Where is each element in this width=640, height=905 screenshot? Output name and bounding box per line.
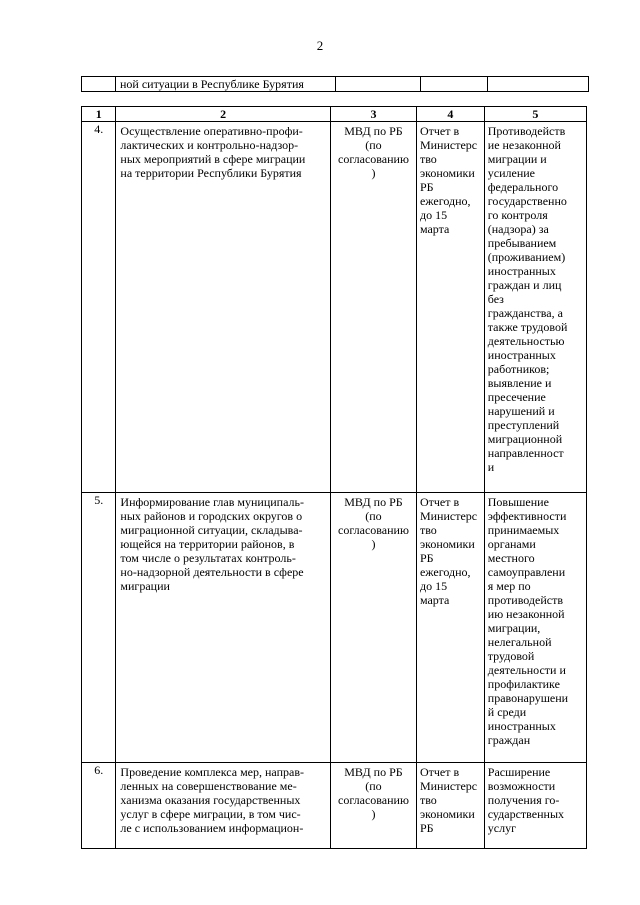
cont-cell-3 (336, 77, 421, 92)
cont-cell-4 (421, 77, 488, 92)
report-form: Отчет в Министерс тво экономики РБ (416, 763, 484, 849)
page-number: 2 (316, 38, 324, 53)
header-row (82, 107, 587, 122)
header-col-5: 5 (484, 107, 586, 122)
report-form: Отчет в Министерс тво экономики РБ ежегодно, до 15 марта (416, 493, 484, 763)
table-row (82, 493, 587, 763)
cont-cell-5 (488, 77, 589, 92)
continuation-row (82, 77, 589, 92)
executor: МВД по РБ (по согласованию ) (330, 122, 416, 493)
header-col-4: 4 (416, 107, 484, 122)
measure-description: Осуществление оперативно-профи- лактических и контрольно-надзор- ных мероприятий в сфере миграции на территории Республики Бурятия (116, 122, 331, 493)
table-row (82, 763, 587, 849)
continuation-table (81, 76, 589, 92)
continuation-text: ной ситуации в Республике Бурятия (116, 77, 336, 92)
measures-table (81, 106, 587, 849)
row-number: 5. (82, 493, 116, 763)
expected-result: Расширение возможности получения го- сударственных услуг (484, 763, 586, 849)
header-col-3: 3 (330, 107, 416, 122)
row-number: 4. (82, 122, 116, 493)
header-col-1: 1 (82, 107, 116, 122)
report-form: Отчет в Министерс тво экономики РБ ежегодно, до 15 марта (416, 122, 484, 493)
table-row (82, 122, 587, 493)
expected-result: Повышение эффективности принимаемых органами местного самоуправлени я мер по противодейств ию незаконной миграции, нелегальной трудовой деятельности и профилактике правонарушени й среди иностранных граждан (484, 493, 586, 763)
executor: МВД по РБ (по согласованию ) (330, 493, 416, 763)
expected-result: Противодейств ие незаконной миграции и усиление федерального государственно го контроля (надзора) за пребыванием (проживанием) иностранных граждан и лиц без гражданства, а также трудовой деятельностью иностранных работников; выявление и пресечение нарушений и преступлений миграционной направленност и (484, 122, 586, 493)
header-col-2: 2 (116, 107, 331, 122)
measure-description: Проведение комплекса мер, направ- ленных на совершенствование ме- ханизма оказания государственных услуг в сфере миграции, в том чис- ле с использованием информацион- (116, 763, 331, 849)
row-number: 6. (82, 763, 116, 849)
cont-cell-1 (82, 77, 116, 92)
executor: МВД по РБ (по согласованию ) (330, 763, 416, 849)
measure-description: Информирование глав муниципаль- ных районов и городских округов о миграционной ситуации, складыва- ющейся на территории районов, в том числе о результатах контроль- но-надзорной деятельности в сфере миграции (116, 493, 331, 763)
